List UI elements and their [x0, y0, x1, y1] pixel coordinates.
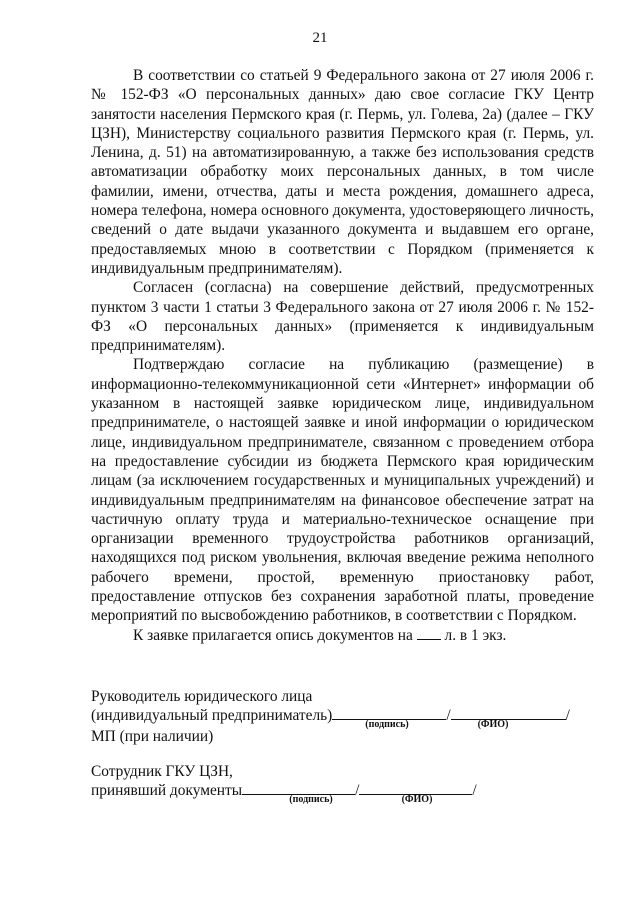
employee-signature-blank[interactable]	[242, 780, 355, 795]
employee-signature-block	[91, 764, 611, 799]
head-title-line2: (индивидуальный предприниматель)	[91, 707, 333, 724]
employee-slash-right: /	[472, 782, 477, 799]
paragraph-publication-consent: Подтверждаю согласие на публикацию (размещение) в информационно-телекоммуникационной сети «Интернет» информации об указанном в настоящей заявке юридическом лице, индивидуальном предпринимателе, о настоящей заявке и иной информации о юридическом лице, индивидуальном предпринимателе, связанном с проведением отбора на предоставление субсидии из бюджета Пермского края юридическим лицам (за исключением государственных и муниципальных учреждений) и индивидуальным предпринимателям на финансовое обеспечение затрат на частичную оплату труда и материально-техническое оснащение при организации временного трудоустройства работников организаций, находящихся под риском увольнения, включая введение режима неполного рабочего времени, простой, временную приостановку работ, предоставление отпусков без сохранения заработной платы, проведение мероприятий по высвобождению работников, в соответствии с Порядком.	[91, 356, 594, 625]
employee-signature-caption: (подпись)	[289, 794, 333, 805]
seal-placeholder: МП (при наличии)	[91, 728, 214, 745]
consent-text	[91, 66, 594, 645]
page-number: 21	[312, 30, 328, 46]
sheet-count-blank[interactable]	[417, 626, 441, 640]
head-slash-left: /	[446, 707, 451, 724]
head-title-line1: Руководитель юридического лица	[91, 688, 313, 705]
head-slash-right: /	[565, 707, 570, 724]
attachment-text-before: К заявке прилагается опись документов на	[133, 626, 413, 644]
employee-title-line2: принявший документы	[91, 782, 243, 799]
employee-title-line2-row	[91, 780, 611, 799]
employee-name-caption: (ФИО)	[401, 794, 433, 805]
head-signature-caption: (подпись)	[365, 719, 409, 730]
paragraph-actions-consent: Согласен (согласна) на совершение действий, предусмотренных пунктом 3 части 1 статьи 3 Федерального закона от 27 июля 2006 г. № 152-ФЗ «О персональных данных» (применяется к индивидуальным предпринимателям).	[91, 279, 594, 355]
head-name-caption: (ФИО)	[477, 719, 509, 730]
head-signature-block	[91, 689, 611, 724]
head-signature-blank[interactable]	[332, 705, 446, 720]
employee-title-line1: Сотрудник ГКУ ЦЗН,	[91, 763, 233, 780]
employee-slash-left: /	[355, 782, 360, 799]
paragraph-attachment	[91, 626, 594, 645]
head-title-line2-row	[91, 705, 611, 724]
head-name-blank[interactable]	[451, 705, 566, 720]
employee-name-blank[interactable]	[359, 780, 472, 795]
paragraph-personal-data-consent: В соответствии со статьей 9 Федерального закона от 27 июля 2006 г. № 152-ФЗ «О персональных данных» даю свое согласие ГКУ Центр занятости населения Пермского края (г. Пермь, ул. Голева, 2а) (далее – ГКУ ЦЗН), Министерству социального развития Пермского края (г. Пермь, ул. Ленина, д. 51) на автоматизированную, а также без использования средств автоматизации обработку моих персональных данных, в том числе фамилии, имени, отчества, даты и места рождения, домашнего адреса, номера телефона, номера основного документа, удостоверяющего личность, сведений о дате выдачи указанного документа и выдавшем его органе, предоставляемых мною в соответствии с Порядком (применяется к индивидуальным предпринимателям).	[91, 67, 594, 277]
attachment-text-after: л. в 1 экз.	[444, 626, 507, 644]
